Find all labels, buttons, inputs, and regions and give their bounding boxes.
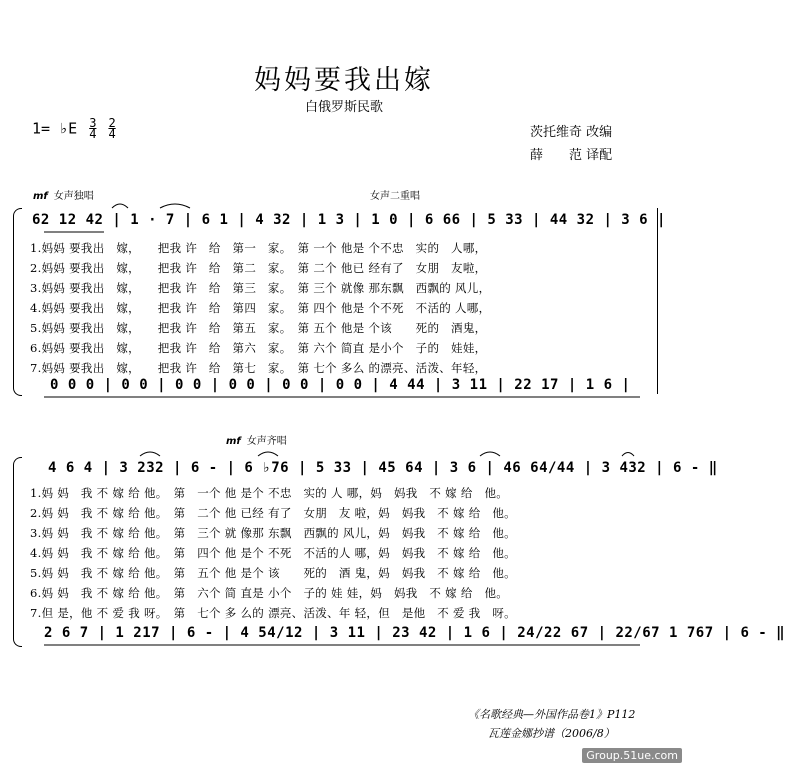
translator-credit: 薛 范 译配 — [530, 148, 613, 163]
song-subtitle: 白俄罗斯民歌 — [304, 100, 383, 115]
meter-b-den: 4 — [108, 127, 116, 141]
song-title: 妈妈要我出嫁 — [254, 65, 434, 96]
slur-mark — [480, 452, 500, 456]
verse-line: 6.妈妈 要我出 嫁， 把我 许 给 第六 家。 第 六个 简直 是小个 子的 娃娃， — [30, 341, 487, 355]
verse-line: 3.妈 妈 我 不 嫁 给 他。 第 三个 就 像那 东飘 西飘的 风儿，妈 妈我 不 嫁 给 他。 — [30, 526, 516, 540]
melody-line-2: 4 6 4 | 3 232 | 6 - | 6 ♭76 | 5 33 | 45 64 | 3 6 | 46 64/44 | 3 432 | 6 - ‖ — [48, 460, 718, 476]
slur-mark — [112, 204, 128, 208]
verse-line: 4.妈 妈 我 不 嫁 给 他。 第 四个 他 是个 不死 不活的人 哪，妈 妈我 不 嫁 给 他。 — [30, 546, 516, 560]
meter-a-num: 3 — [89, 116, 97, 130]
part-label-unison: 女声齐唱 — [246, 436, 287, 447]
verse-line: 1.妈妈 要我出 嫁， 把我 许 给 第一 家。 第 一个 他是 个不忠 实的 人哪， — [30, 241, 487, 255]
melody-line-1: 62 12 42 | 1 · 7 | 6 1 | 4 32 | 1 3 | 1 0 | 6 66 | 5 33 | 44 32 | 3 6 | — [32, 212, 666, 228]
meter-a-den: 4 — [89, 127, 97, 141]
verse-line: 5.妈妈 要我出 嫁， 把我 许 给 第五 家。 第 五个 他是 个该 死的 酒鬼， — [30, 321, 487, 335]
harmony-line-1: 0 0 0 | 0 0 | 0 0 | 0 0 | 0 0 | 0 0 | 4 44 | 3 11 | 22 17 | 1 6 | — [50, 377, 631, 393]
verse-line: 5.妈 妈 我 不 嫁 给 他。 第 五个 他 是个 该 死的 酒 鬼，妈 妈我 不 嫁 给 他。 — [30, 566, 516, 580]
fermata-mark — [622, 453, 634, 457]
source-citation: 《名歌经典—外国作品卷1》P112 — [468, 708, 636, 721]
verse-line: 7.但 是，他 不 爱 我 呀。 第 七个 多 么的 漂亮、活泼、年 轻，但 是他 不 爱 我 呀。 — [30, 606, 516, 620]
dynamic-mark: mf — [226, 436, 241, 447]
verse-line: 3.妈妈 要我出 嫁， 把我 许 给 第三 家。 第 三个 就像 那东飘 西飘的 风儿， — [30, 281, 491, 295]
watermark: Group.51ue.com — [582, 748, 682, 763]
key-label: 1= ♭E — [32, 119, 78, 138]
transcriber-note: 瓦莲金娜抄谱（2006/8） — [488, 727, 615, 740]
slur-mark — [258, 452, 278, 456]
verse-line: 6.妈 妈 我 不 嫁 给 他。 第 六个 简 直是 小个 子的 娃 娃，妈 妈我 不 嫁 给 他。 — [30, 586, 509, 600]
slur-mark — [160, 204, 190, 208]
arranger-credit: 茨托维奇 改编 — [530, 125, 613, 140]
slur-mark — [140, 452, 160, 456]
meter-b-num: 2 — [108, 116, 116, 130]
verse-line: 2.妈妈 要我出 嫁， 把我 许 给 第二 家。 第 二个 他已 经有了 女朋 友啦， — [30, 261, 487, 275]
verse-line: 7.妈妈 要我出 嫁， 把我 许 给 第七 家。 第 七个 多么 的漂亮、活泼、年轻， — [30, 361, 487, 375]
harmony-line-2: 2 6 7 | 1 217 | 6 - | 4 54/12 | 3 11 | 23 42 | 1 6 | 24/22 67 | 22/67 1 767 | 6 - ‖ — [44, 625, 785, 641]
part-label-duet: 女声二重唱 — [370, 191, 420, 202]
verse-line: 2.妈 妈 我 不 嫁 给 他。 第 二个 他 已经 有了 女朋 友 啦，妈 妈我 不 嫁 给 他。 — [30, 506, 516, 520]
dynamic-mark: mf — [33, 191, 48, 202]
verse-line: 4.妈妈 要我出 嫁， 把我 许 给 第四 家。 第 四个 他是 个不死 不活的 人哪， — [30, 301, 491, 315]
part-label-solo: 女声独唱 — [53, 191, 94, 202]
verse-line: 1.妈 妈 我 不 嫁 给 他。 第 一个 他 是个 不忠 实的 人 哪，妈 妈我 不 嫁 给 他。 — [30, 486, 509, 500]
